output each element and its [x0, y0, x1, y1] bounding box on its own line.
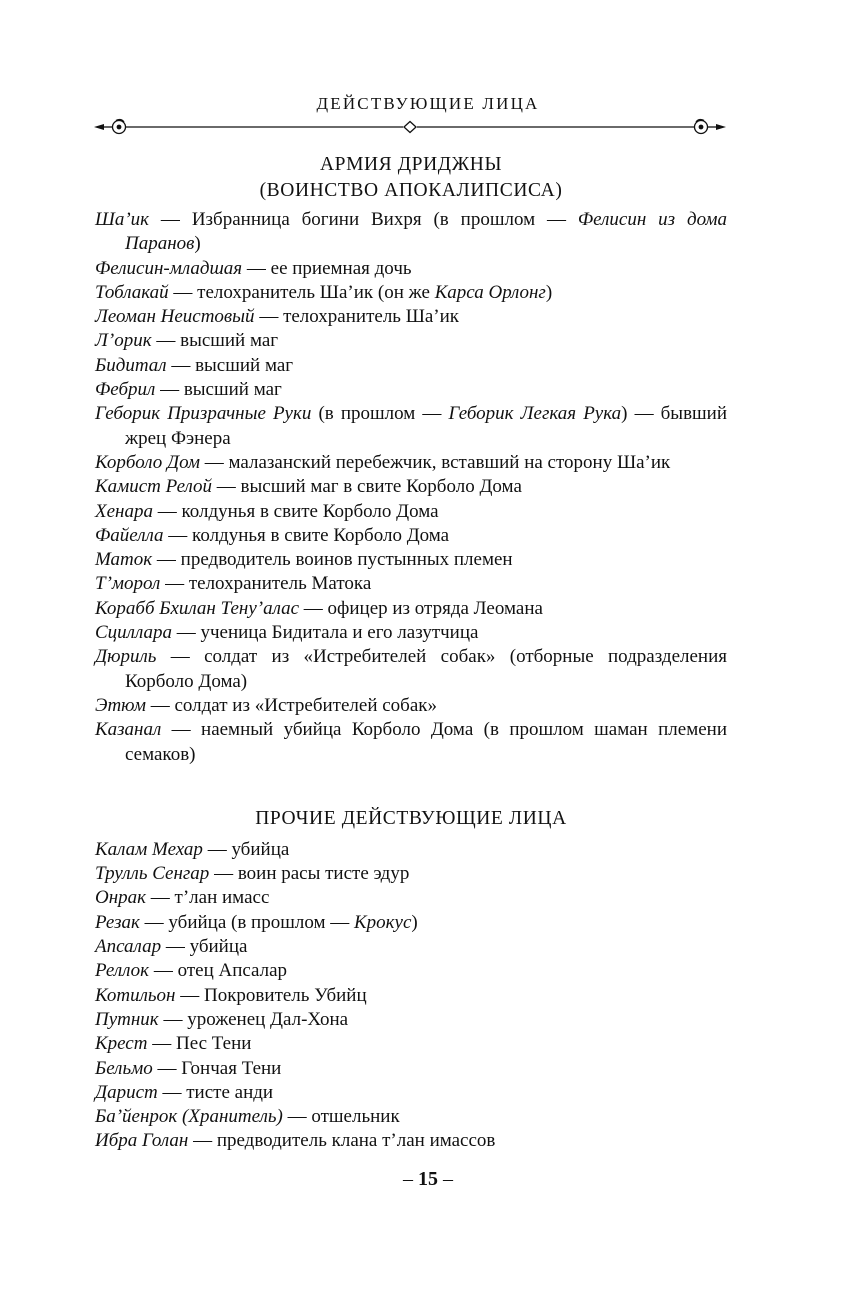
character-name: Резак	[95, 911, 140, 933]
description-text: — колдунья в свите Корболо Дома	[152, 500, 439, 522]
section-title	[95, 806, 727, 832]
description-text: — тисте анди	[157, 1081, 274, 1103]
character-name: Ша’ик	[95, 209, 150, 230]
cast-entry	[95, 1032, 727, 1056]
cast-entry	[95, 1105, 727, 1129]
character-name: Л’орик	[95, 330, 152, 352]
character-name: Калам Мехар	[95, 838, 203, 860]
section-title-line: ПРОЧИЕ ДЕЙСТВУЮЩИЕ ЛИЦА	[255, 807, 567, 829]
description-text: (в прошлом —	[311, 403, 449, 425]
cast-entry	[95, 354, 727, 378]
description-text: — солдат из «Истребителей собак» (отборные подразделения Корболо Дома)	[125, 646, 727, 692]
cast-entry	[95, 935, 727, 959]
description-text: — телохранитель Ша’ик	[254, 306, 460, 328]
description-text: — ученица Бидитала и его лазутчица	[171, 622, 479, 644]
cast-entry	[95, 451, 727, 475]
description-text: — убийца (в прошлом —	[139, 911, 354, 933]
character-name: Хенара	[95, 500, 153, 522]
page-number: – 15 –	[403, 1168, 453, 1190]
cast-entry	[95, 475, 727, 499]
cast-entry	[95, 1129, 727, 1153]
section-title	[95, 152, 727, 204]
cast-entry	[95, 621, 727, 645]
character-name: Дарист	[95, 1081, 158, 1103]
character-name: Фелисин-младшая	[95, 257, 243, 279]
cast-entry	[95, 1008, 727, 1032]
cast-entry	[95, 694, 727, 718]
italic-text: Карса Орлонг	[434, 281, 546, 303]
cast-entry	[95, 500, 727, 524]
italic-text: Геборик Легкая Рука	[448, 403, 622, 425]
character-name: Реллок	[95, 960, 150, 982]
description-text: — телохранитель Матока	[160, 573, 372, 595]
divider-ornament-icon	[94, 116, 726, 138]
cast-entry	[95, 597, 727, 621]
description-text: — высший маг в свите Корболо Дома	[212, 476, 522, 498]
description-text: — убийца	[161, 936, 248, 958]
character-name: Леоман Неистовый	[95, 306, 255, 328]
description-text: — солдат из «Истребителей собак»	[145, 694, 438, 716]
character-name: Файелла	[95, 524, 164, 546]
description-text: — т’лан имасс	[146, 887, 270, 909]
character-name: Ибра Голан	[95, 1130, 189, 1152]
cast-entry	[95, 911, 727, 935]
character-name: Сциллара	[95, 622, 172, 644]
cast-entry	[95, 329, 727, 353]
description-text: — Пес Тени	[147, 1033, 252, 1055]
description-text: — ее приемная дочь	[242, 257, 412, 279]
description-text: — офицер из отряда Леомана	[299, 597, 543, 619]
character-name: Онрак	[95, 887, 147, 909]
description-text: — отец Апсалар	[149, 960, 288, 982]
character-name: Казанал	[95, 719, 162, 741]
character-name: Ба’йенрок (Хранитель)	[95, 1106, 283, 1128]
description-text: — предводитель клана т’лан имассов	[188, 1130, 496, 1152]
cast-entry	[95, 862, 727, 886]
character-name: Путник	[95, 1008, 159, 1030]
character-name: Тоблакай	[95, 281, 169, 303]
description-text: — высший маг	[166, 354, 294, 376]
cast-entry	[95, 548, 727, 572]
character-name: Бельмо	[95, 1057, 153, 1079]
character-name: Дюриль	[95, 646, 157, 668]
description-text: )	[545, 281, 553, 303]
character-name: Бидитал	[95, 354, 167, 376]
description-text: — уроженец Дал-Хона	[158, 1008, 349, 1030]
cast-list	[95, 152, 727, 1154]
character-name: Т’морол	[95, 573, 161, 595]
character-name: Этюм	[95, 694, 146, 716]
page-number-value: 15	[418, 1168, 438, 1190]
character-name: Корабб Бхилан Тену’алас	[95, 597, 300, 619]
description-text: — Покровитель Убийц	[175, 984, 367, 1006]
cast-entry	[95, 402, 727, 451]
description-text: — высший маг	[155, 379, 282, 401]
cast-entry	[95, 718, 727, 767]
cast-entry	[95, 524, 727, 548]
description-text: — наемный убийца Корболо Дома (в прошлом шаман племени семаков)	[125, 719, 727, 765]
character-name: Геборик Призрачные Руки	[95, 403, 312, 425]
character-name: Маток	[95, 549, 153, 571]
section-1	[95, 152, 727, 767]
cast-entry	[95, 645, 727, 694]
description-text: — колдунья в свите Корболо Дома	[163, 524, 450, 546]
section-2	[95, 806, 727, 1154]
cast-entry	[95, 378, 727, 402]
cast-entry	[95, 257, 727, 281]
cast-entry	[95, 208, 727, 257]
character-name: Фебрил	[95, 379, 156, 401]
cast-entry	[95, 1081, 727, 1105]
description-text: — Гончая Тени	[152, 1057, 282, 1079]
italic-text: Крокус	[354, 911, 412, 933]
cast-entry	[95, 1057, 727, 1081]
description-text: — телохранитель Ша’ик (он же	[168, 281, 435, 303]
cast-entry	[95, 959, 727, 983]
description-text: — воин расы тисте эдур	[209, 863, 410, 885]
character-name: Крест	[95, 1033, 148, 1055]
description-text: )	[194, 233, 201, 255]
cast-entry	[95, 305, 727, 329]
cast-entry	[95, 886, 727, 910]
cast-entry	[95, 572, 727, 596]
section-title-line: (ВОИНСТВО АПОКАЛИПСИСА)	[259, 180, 563, 201]
character-name: Трулль Сенгар	[95, 863, 210, 885]
description-text: — предводитель воинов пустынных племен	[152, 549, 513, 571]
description-text: — отшельник	[282, 1106, 400, 1128]
character-name: Котильон	[95, 984, 176, 1006]
description-text: — убийца	[202, 838, 290, 860]
cast-entry	[95, 984, 727, 1008]
description-text: ) — бывший жрец Фэнера	[125, 403, 728, 449]
character-name: Корболо Дом	[95, 451, 200, 473]
character-name: Апсалар	[95, 936, 162, 958]
section-title-line: АРМИЯ ДРИДЖНЫ	[319, 154, 503, 175]
italic-text: Фелисин из дома Паранов	[125, 209, 728, 255]
cast-entry	[95, 838, 727, 862]
description-text: — Избранница богини Вихря (в прошлом —	[149, 209, 578, 230]
character-name: Камист Релой	[95, 476, 213, 498]
description-text: — малазанский перебежчик, вставший на сторону Ша’ик	[199, 451, 671, 473]
description-text: — высший маг	[151, 330, 279, 352]
description-text: )	[411, 911, 418, 933]
running-head: ДЕЙСТВУЮЩИЕ ЛИЦА	[316, 94, 540, 113]
cast-entry	[95, 281, 727, 305]
